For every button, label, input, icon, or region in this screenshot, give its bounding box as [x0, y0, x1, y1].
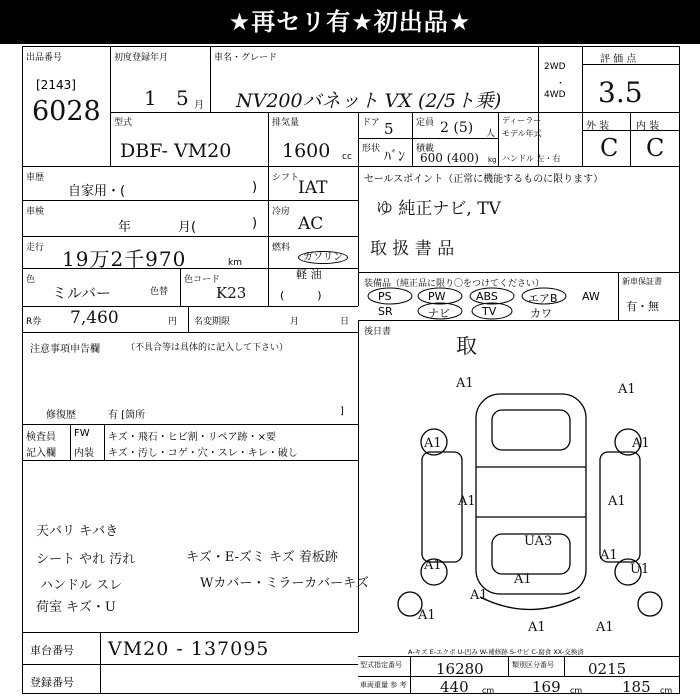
warranty-label: 新車保証書	[622, 277, 662, 286]
mark-12: A1	[528, 620, 546, 635]
mark-3: A1	[424, 436, 442, 451]
note-4: 荷室 キズ・U	[36, 600, 116, 615]
repair-value: 有 [箇所	[108, 410, 146, 421]
color-code-label: 色コード	[184, 275, 221, 285]
inspection-month: 月(	[178, 220, 197, 235]
auction-number: [2143]	[36, 78, 76, 92]
dim-height-unit: cm	[660, 686, 673, 695]
mark-13: A1	[596, 620, 614, 635]
interior-label: 内 装	[636, 121, 660, 132]
mileage-value: 19万2千970	[62, 247, 187, 271]
displacement-unit: cc	[342, 152, 352, 162]
mark-4: A1	[632, 436, 650, 451]
note-2: シート やれ 汚れ	[36, 552, 136, 567]
mileage-unit: km	[228, 258, 242, 268]
equipment-label: 装備品（純正品に限り〇をつけてください）	[364, 279, 545, 289]
in-label: 内装	[74, 448, 94, 459]
category-label: 類別区分番号	[512, 661, 554, 669]
load-value: 600 (400)	[420, 151, 479, 165]
chassis-label: 車台番号	[30, 644, 74, 657]
note-3: ハンドル スレ	[40, 578, 123, 593]
dim-length-unit: cm	[482, 686, 495, 695]
capacity-value: 2 (5)	[440, 120, 474, 136]
history-label: 車歴	[26, 173, 45, 183]
dealer-label: ディーラー	[502, 116, 542, 125]
equip-sr: SR	[378, 305, 393, 318]
mark-9: U1	[630, 562, 650, 577]
model-label: 型式	[114, 118, 133, 128]
notes-sub: （不具合等は具体的に記入して下さい）	[126, 343, 289, 353]
inspector-label: 検査員	[26, 432, 56, 443]
car-name-value: NV200バネット VX (2/5ト乗)	[236, 90, 502, 112]
displacement-value: 1600	[282, 140, 331, 162]
first-reg-month: 5	[176, 86, 189, 110]
name-change-label: 名変期限	[194, 317, 231, 327]
equip-pw: PW	[428, 290, 446, 303]
category-value: 0215	[588, 660, 627, 678]
mark-1: A1	[456, 376, 474, 391]
exterior-grade: C	[600, 134, 619, 162]
documents-label: 後日書	[364, 327, 392, 337]
model-value: DBF- VM20	[120, 140, 232, 162]
repair-close: ]	[340, 406, 344, 417]
fuel-gasoline: ガソリン	[298, 251, 348, 264]
recycle-label: R券	[26, 317, 42, 327]
equip-ps: PS	[378, 290, 392, 303]
mark-14: UA3	[524, 534, 553, 549]
lot-number: 6028	[32, 96, 101, 127]
mark-5: A1	[458, 494, 476, 509]
name-change-month: 月	[290, 317, 300, 327]
note-1: 天バリ キバき	[36, 524, 119, 539]
exterior-label: 外 装	[586, 121, 610, 132]
doors-label: ドア	[362, 118, 380, 128]
ac-value: AC	[298, 214, 324, 234]
chassis-value: VM20 - 137095	[108, 638, 270, 660]
first-reg-month-unit: 月	[194, 100, 204, 111]
color-value: ミルバー	[52, 284, 111, 302]
capacity-unit: 人	[486, 129, 496, 139]
load-label: 積載	[416, 144, 435, 154]
mark-11: A1	[418, 608, 436, 623]
equip-navi: ナビ	[428, 307, 450, 320]
score-value: 3.5	[598, 76, 643, 109]
notes-label: 注意事項申告欄	[30, 344, 100, 355]
dim-length: 440	[440, 678, 469, 696]
shape-value: ﾊﾞﾝ	[384, 149, 405, 165]
lot-label: 出品番号	[26, 53, 63, 63]
recycle-value: 7,460	[70, 308, 119, 328]
dim-width-unit: cm	[570, 686, 583, 695]
fuel-other: ( )	[280, 289, 322, 302]
mark-7: A1	[424, 558, 442, 573]
car-name-label: 車名・グレード	[214, 53, 278, 63]
recycle-unit: 円	[168, 317, 178, 327]
equip-abs: ABS	[476, 290, 498, 303]
car-damage-diagram	[380, 372, 670, 632]
mark-8: A1	[600, 548, 618, 563]
reg-number-label: 登録番号	[30, 676, 74, 689]
shape-label: 形状	[362, 144, 381, 154]
fw-items: キズ・飛石・ヒビ割・リペア跡・×要	[108, 432, 276, 443]
shift-label: シフト	[272, 173, 300, 183]
sales-point-1: ゆ 純正ナビ, TV	[376, 199, 501, 219]
equip-kawa: カワ	[530, 307, 552, 320]
sales-point-2: 取 扱 書 品	[370, 239, 455, 259]
warranty-value: 有・無	[626, 300, 659, 313]
history-value: 自家用・(	[68, 184, 126, 199]
documents-value: 取	[456, 334, 477, 358]
note-6: Wカバー・ミラーカバーキズ	[200, 576, 369, 591]
inspection-close: )	[252, 216, 258, 231]
mark-15: A1	[514, 572, 532, 587]
dims-label: 車両重量 参 考	[360, 681, 407, 689]
fw-label: FW	[74, 428, 90, 439]
fuel-label: 燃料	[272, 243, 291, 253]
model-designation-label: 型式指定番号	[360, 661, 402, 669]
capacity-label: 定員	[416, 118, 435, 128]
handle-label: ハンドル 左・右	[502, 154, 561, 163]
sales-points-label: セールスポイント（正常に機能するものに限ります）	[364, 174, 604, 185]
interior-grade: C	[646, 134, 665, 162]
color-code: K23	[216, 284, 247, 302]
inspection-year: 年	[118, 220, 132, 235]
doors-value: 5	[384, 120, 394, 138]
legend: A-キズ E-エクボ U-凹み W-補修跡 S-サビ C-腐食 XX-交換済	[408, 648, 584, 656]
equip-aw: AW	[582, 290, 600, 303]
color-label: 色	[26, 275, 36, 285]
repair-label: 修復歴	[46, 410, 76, 421]
displacement-label: 排気量	[272, 118, 300, 128]
mark-2: A1	[618, 382, 636, 397]
mark-10: A1	[470, 588, 488, 603]
equipment-circles	[366, 286, 616, 320]
drive-2wd: 2WD	[544, 62, 566, 72]
in-items: キズ・汚し・コゲ・穴・スレ・キレ・破し	[108, 448, 298, 459]
note-5: キズ・E-ズミ キズ 着板跡	[186, 550, 338, 565]
drive-4wd: 4WD	[544, 90, 566, 100]
auction-banner: ★再セリ有★初出品★	[0, 0, 700, 44]
mileage-label: 走行	[26, 243, 45, 253]
ac-label: 冷房	[272, 207, 291, 217]
model-year-label: モデル年式	[502, 129, 542, 138]
score-label: 評 価 点	[600, 54, 637, 65]
model-designation-value: 16280	[436, 660, 484, 678]
shift-value: IAT	[298, 178, 328, 198]
fuel-light-oil: 軽 油	[296, 268, 322, 281]
dim-width: 169	[532, 678, 561, 696]
first-reg-label: 初度登録年月	[114, 53, 169, 63]
inspector-sub: 記入欄	[26, 448, 56, 459]
equip-airbag: エアB	[528, 292, 558, 305]
first-reg-year: 1	[144, 86, 157, 110]
load-unit: kg	[488, 156, 497, 164]
mark-6: A1	[608, 494, 626, 509]
repaint-label: 色替	[150, 287, 169, 297]
inspection-label: 車検	[26, 207, 45, 217]
name-change-day: 日	[340, 317, 350, 327]
equip-tv: TV	[482, 305, 497, 318]
dim-height: 185	[622, 678, 651, 696]
